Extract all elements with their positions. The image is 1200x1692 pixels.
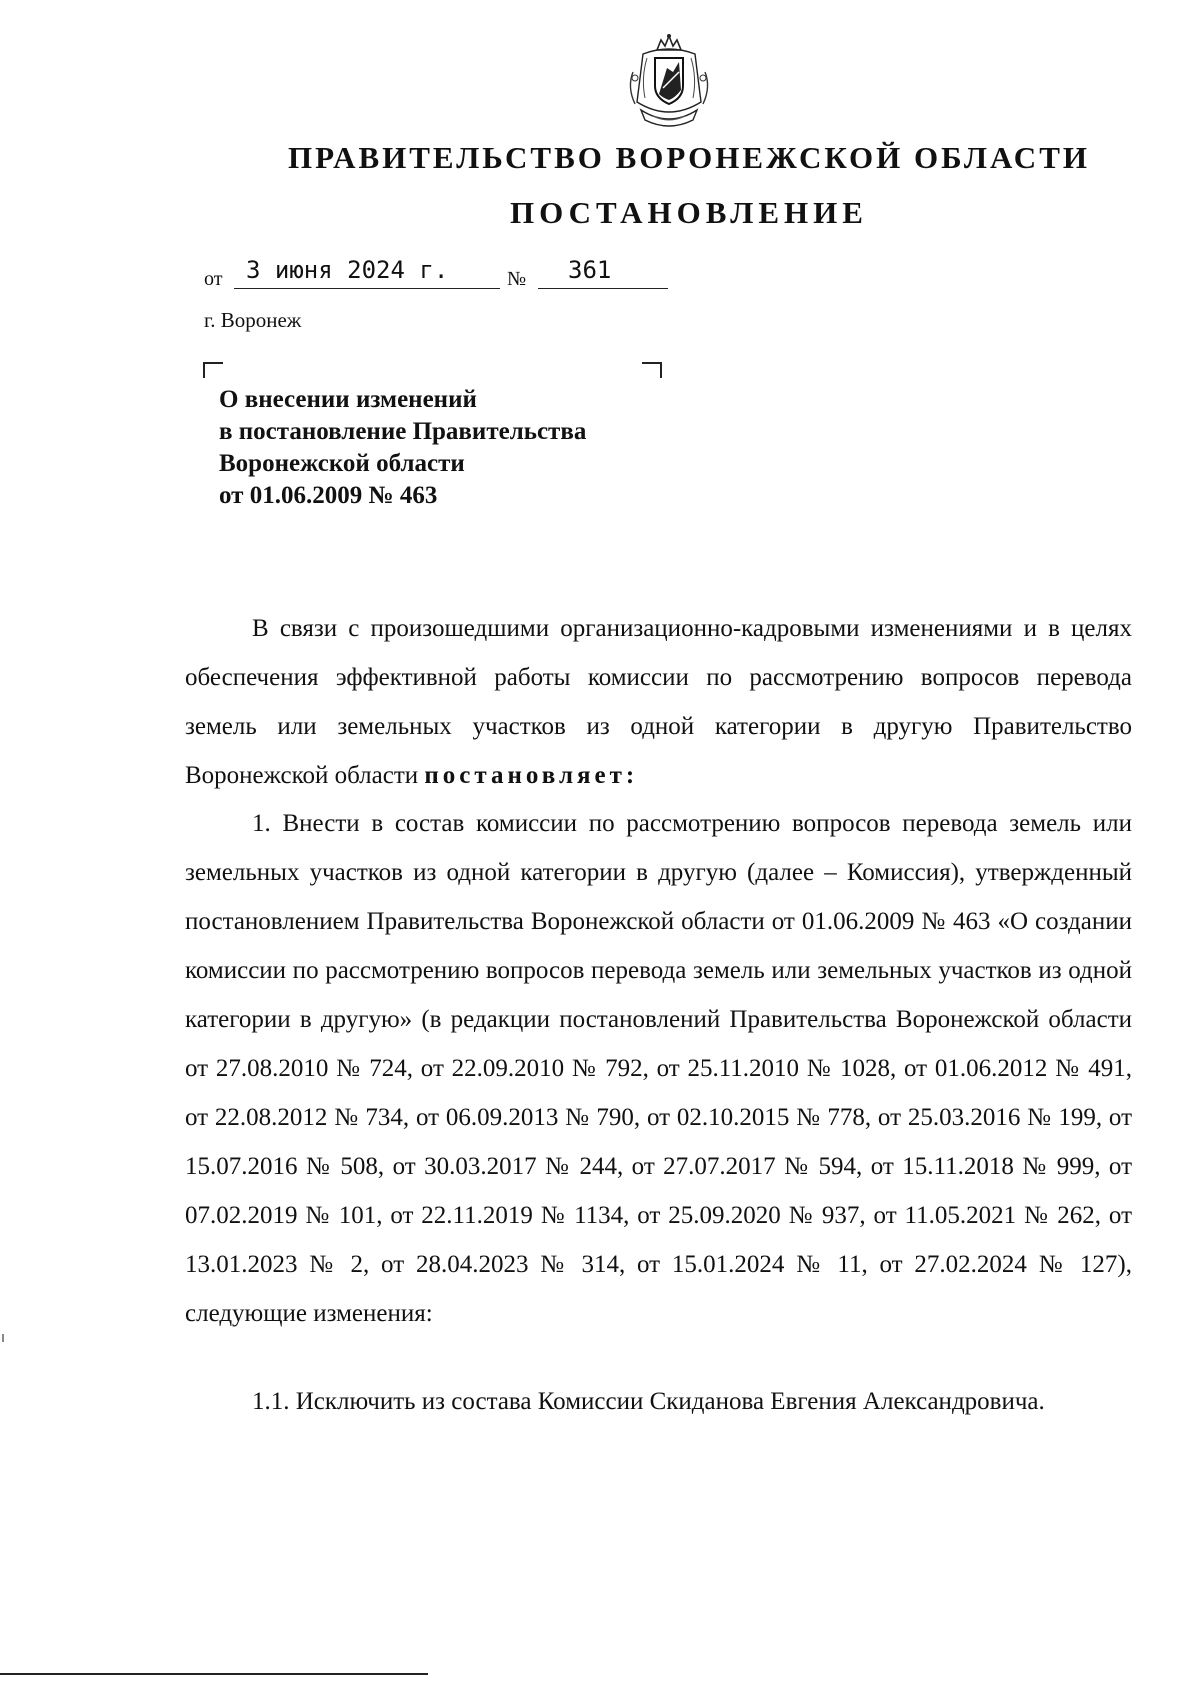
clause-1-1-paragraph: 1.1. Исключить из состава Комиссии Скиданова Евгения Александровича. bbox=[252, 1388, 1045, 1415]
document-type: ПОСТАНОВЛЕНИЕ bbox=[510, 195, 868, 230]
clause-1-paragraph: 1. Внести в состав комиссии по рассмотрению вопросов перевода земель или земельных участков из одной категории в другую (далее – Комиссия), утвержденный постановлением Правительства Воронежской области от 01.06.2009 № 463 «О создании комиссии по рассмотрению вопросов перевода земель или земельных участков из одной категории в другую» (в редакции постановлений Правительства Воронежской области от 27.08.2010 № 724, от 22.09.2010 № 792, от 25.11.2010 № 1028, от 01.06.2012 № 491, от 22.08.2012 № 734, от 06.09.2013 № 790, от 02.10.2015 № 778, от 25.03.2016 № 199, от 15.07.2016 № 508, от 30.03.2017 № 244, от 27.07.2017 № 594, от 15.11.2018 № 999, от 07.02.2019 № 101, от 22.11.2019 № 1134, от 25.09.2020 № 937, от 11.05.2021 № 262, от 13.01.2023 № 2, от 28.04.2023 № 314, от 15.01.2024 № 11, от 27.02.2024 № 127), следующие изменения: bbox=[185, 810, 1132, 1327]
footer-rule bbox=[0, 1673, 428, 1675]
subject-line: О внесении изменений bbox=[219, 386, 477, 413]
resolves-keyword: постановляет: bbox=[424, 762, 639, 789]
voronezh-coat-of-arms-icon bbox=[623, 32, 715, 132]
date-value: 3 июня 2024 г. bbox=[246, 256, 449, 284]
date-field bbox=[234, 256, 500, 289]
number-field bbox=[538, 256, 668, 289]
city: г. Воронеж bbox=[204, 308, 302, 332]
government-title: ПРАВИТЕЛЬСТВО ВОРОНЕЖСКОЙ ОБЛАСТИ bbox=[288, 140, 1090, 175]
number-value: 361 bbox=[568, 256, 612, 284]
date-label: от bbox=[204, 268, 223, 290]
subject-line: от 01.06.2009 № 463 bbox=[219, 482, 438, 509]
document-subject bbox=[219, 384, 586, 512]
preamble-text: В связи с произошедшими организационно-кадровыми изменениями и в целях обеспечения эффективной работы комиссии по рассмотрению вопросов перевода земель или земельных участков из одной категории в другую Правительство Воронежской области bbox=[185, 615, 1132, 789]
subject-bracket-right bbox=[642, 362, 662, 378]
subject-line: в постановление Правительства bbox=[219, 418, 587, 445]
preamble-paragraph bbox=[185, 604, 1132, 800]
subject-bracket-left bbox=[203, 362, 223, 378]
margin-mark bbox=[2, 1334, 4, 1342]
number-label: № bbox=[507, 268, 527, 290]
subject-line: Воронежской области bbox=[219, 450, 465, 477]
